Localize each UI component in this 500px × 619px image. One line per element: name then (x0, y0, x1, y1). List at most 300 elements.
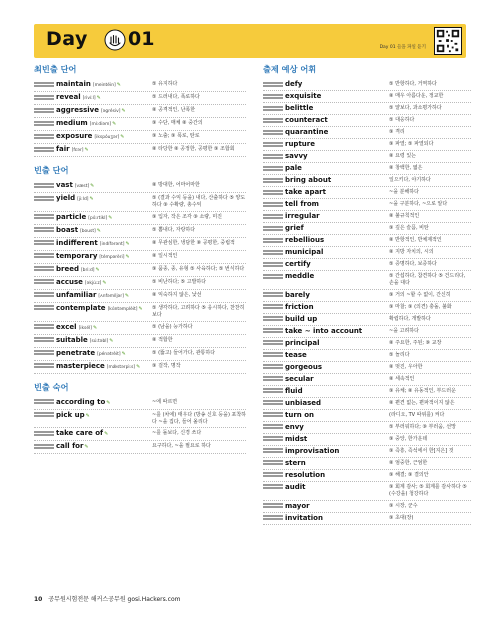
vocab-row (263, 350, 471, 362)
checkbox[interactable] (34, 444, 54, 446)
checkbox[interactable] (34, 98, 54, 100)
vocab-word (56, 181, 152, 191)
meaning-text: ~에 따르면 (152, 398, 178, 405)
check-boxes (263, 176, 285, 184)
vocab-row (263, 163, 471, 175)
vocab-word (56, 411, 152, 421)
checkbox[interactable] (34, 85, 54, 87)
word-text: tell from (285, 200, 319, 208)
check-boxes (263, 339, 285, 347)
checkbox[interactable] (34, 269, 54, 271)
word-text: municipal (285, 248, 324, 256)
leaf-icon: ✎ (84, 147, 89, 153)
word-text: according to (56, 397, 106, 406)
check-boxes (263, 399, 285, 407)
check-boxes (263, 447, 285, 455)
vocab-word (285, 399, 389, 408)
checkbox[interactable] (34, 412, 54, 414)
checkbox[interactable] (263, 178, 283, 180)
vocab-row (263, 271, 471, 290)
meaning-text: ⑧ 창백한, 엷은 (389, 165, 423, 171)
checkbox[interactable] (263, 190, 283, 192)
vocab-word (285, 339, 389, 348)
word-text: stern (285, 458, 306, 467)
checkbox[interactable] (263, 265, 283, 267)
check-boxes (263, 92, 285, 100)
checkbox[interactable] (263, 181, 283, 183)
vocab-word (285, 363, 389, 372)
vocab-word (56, 336, 152, 346)
checkbox[interactable] (263, 367, 283, 369)
vocab-row (263, 139, 471, 151)
checkbox[interactable] (34, 111, 54, 113)
vocab-row (263, 513, 471, 525)
checkbox[interactable] (263, 487, 283, 489)
word-text: build up (285, 314, 318, 323)
check-boxes (263, 514, 285, 522)
vocab-row (34, 131, 246, 144)
meaning-text: ⑨ 노출; ⑨ 폭로, 탄로 (152, 133, 200, 139)
check-boxes (263, 236, 285, 244)
checkbox[interactable] (34, 415, 54, 417)
vocab-word (56, 349, 152, 359)
checkbox[interactable] (34, 366, 54, 368)
meaning-text: ⑨ 격리 (389, 129, 405, 135)
checkbox[interactable] (34, 337, 54, 339)
meaning-text: ⑨ 유체; ⑧ 유동적인, 부드러운 (389, 387, 456, 394)
word-text: audit (285, 482, 306, 491)
leaf-icon: ✎ (124, 292, 130, 299)
checkbox[interactable] (263, 262, 283, 264)
checkbox[interactable] (263, 415, 283, 417)
vocab-row (34, 79, 246, 92)
word-text: indifferent (56, 238, 98, 247)
checkbox[interactable] (263, 109, 283, 111)
checkbox[interactable] (263, 157, 283, 159)
vocab-row (34, 277, 246, 290)
checkbox[interactable] (34, 240, 54, 242)
vocab-word (285, 435, 389, 444)
meaning-text: ⑨ 초대(장) (389, 514, 414, 521)
meaning-text: ⑧ 멋진, 우아한 (389, 363, 423, 370)
vocab-word (56, 194, 152, 204)
checkbox[interactable] (263, 253, 283, 255)
checkbox[interactable] (263, 169, 283, 171)
checkbox[interactable] (34, 230, 54, 232)
leaf-icon: ✎ (92, 324, 98, 331)
vocab-row (263, 326, 471, 338)
checkbox[interactable] (263, 388, 283, 390)
pronunciation: [fɛər] (71, 148, 84, 153)
checkbox[interactable] (263, 130, 283, 132)
word-text: suitable (56, 335, 88, 344)
checkbox[interactable] (34, 227, 54, 229)
checkbox[interactable] (263, 515, 283, 517)
checkbox[interactable] (263, 292, 283, 294)
check-boxes (263, 152, 285, 160)
check-boxes (263, 116, 285, 124)
vocab-word (56, 278, 152, 288)
vocab-row (263, 290, 471, 302)
checkbox[interactable] (263, 460, 283, 462)
checkbox[interactable] (34, 134, 54, 136)
check-boxes (263, 471, 285, 479)
checkbox[interactable] (263, 133, 283, 135)
checkbox[interactable] (34, 305, 54, 307)
vocab-row (34, 105, 246, 118)
check-boxes (263, 459, 285, 467)
check-boxes (34, 442, 56, 450)
check-boxes (263, 502, 285, 510)
checkbox[interactable] (263, 121, 283, 123)
pronunciation: [súːtəbl] (89, 338, 109, 344)
checkbox[interactable] (263, 436, 283, 438)
checkbox[interactable] (34, 137, 54, 139)
vocab-word (285, 411, 389, 420)
checkbox[interactable] (34, 124, 54, 126)
checkbox[interactable] (263, 391, 283, 393)
checkbox[interactable] (263, 439, 283, 441)
meaning-text: (라디오, TV 따위를) 켜다 (389, 411, 445, 418)
vocab-row (263, 338, 471, 350)
check-boxes (34, 213, 56, 221)
checkbox[interactable] (263, 518, 283, 520)
checkbox[interactable] (263, 403, 283, 405)
checkbox[interactable] (263, 97, 283, 99)
checkbox[interactable] (34, 434, 54, 436)
checkbox[interactable] (263, 217, 283, 219)
vocab-word (56, 93, 152, 103)
leaf-icon: ✎ (90, 183, 95, 189)
word-text: envy (285, 422, 304, 431)
vocab-word (285, 315, 389, 324)
checkbox[interactable] (263, 118, 283, 120)
word-text: midst (285, 434, 308, 443)
word-text: certify (285, 260, 311, 268)
vocab-row (34, 193, 246, 212)
vocab-word (56, 145, 152, 155)
vocab-row (263, 302, 471, 314)
checkbox[interactable] (34, 199, 54, 201)
vocab-row (34, 251, 246, 264)
checkbox[interactable] (263, 82, 283, 84)
meaning-text: ⑧ 익숙하지 않은, 낯선 (152, 291, 202, 298)
vocab-row (263, 386, 471, 398)
meaning-text: ⑤ (결과 수익 등을) 내다, 산출하다 ⑤ 양도하다 ⑨ 수확량, 총수익 (152, 195, 246, 209)
check-boxes (34, 226, 56, 234)
meaning-text: ~을 고려하다 (389, 327, 419, 334)
checkbox[interactable] (34, 82, 54, 84)
checkbox[interactable] (263, 506, 283, 508)
checkbox[interactable] (34, 353, 54, 355)
word-text: grief (285, 224, 304, 232)
word-text: rupture (285, 140, 315, 148)
checkbox[interactable] (34, 217, 54, 219)
checkbox[interactable] (263, 238, 283, 240)
checkbox[interactable] (263, 145, 283, 147)
check-boxes (263, 291, 285, 299)
audio-file-link[interactable]: Day 01 들을 파일 듣기 (379, 45, 426, 50)
word-text: maintain (56, 80, 91, 88)
meaning-text: ⑨ 파열; ⑤ 파열되다 (389, 141, 434, 147)
vocab-row (263, 422, 471, 434)
meaning-text: ~을 분해하다 (389, 189, 419, 195)
checkbox[interactable] (34, 402, 54, 404)
check-boxes (263, 272, 285, 280)
pronunciation: [témpərèri] (99, 254, 125, 260)
vocab-word (56, 80, 152, 90)
word-text: savvy (285, 152, 308, 160)
check-boxes (34, 106, 56, 114)
checkbox[interactable] (263, 106, 283, 108)
checkbox[interactable] (263, 427, 283, 429)
check-boxes (263, 80, 285, 88)
leaf-icon: ✎ (96, 95, 101, 101)
checkbox[interactable] (263, 316, 283, 318)
vocab-word (56, 119, 152, 129)
vocab-row (263, 211, 471, 223)
check-boxes (263, 303, 285, 311)
check-boxes (34, 119, 56, 127)
checkbox[interactable] (263, 463, 283, 465)
checkbox[interactable] (263, 400, 283, 402)
checkbox[interactable] (34, 292, 54, 294)
checkbox[interactable] (34, 243, 54, 245)
vocab-row (263, 259, 471, 271)
checkbox[interactable] (34, 121, 54, 123)
checkbox[interactable] (34, 95, 54, 97)
vocab-word (285, 423, 389, 432)
pronunciation: [pénətrèit] (97, 351, 121, 357)
pronunciation: [boust] (80, 228, 96, 234)
word-text: vast (56, 181, 73, 189)
word-text: secular (285, 374, 314, 383)
vocab-word (285, 248, 389, 257)
leaf-icon: ✎ (96, 227, 101, 234)
meaning-text: ⑨ 걸작, 명작 (152, 362, 181, 369)
vocab-word (56, 291, 152, 301)
meaning-text: ⑨ 중앙, 한가운데 (389, 435, 428, 442)
checkbox[interactable] (34, 282, 54, 284)
meaning-text: ⑤ (뚫고) 들어가다, 관통하다 (152, 349, 216, 356)
meaning-text: ⑤ 놀리다 (389, 351, 410, 358)
checkbox[interactable] (263, 274, 283, 276)
pronunciation: [əkjúːz] (84, 280, 102, 286)
checkbox[interactable] (34, 150, 54, 152)
leaf-icon: ✎ (95, 266, 100, 273)
word-text: take apart (285, 188, 326, 196)
checkbox[interactable] (263, 319, 283, 321)
check-boxes (34, 80, 56, 88)
pronunciation: [mǽstərpìːs] (106, 364, 136, 370)
meaning-text: ⑨ 품종, 종, 유형 ⑤ 사육하다; ⑤ 번식하다 (152, 265, 245, 272)
word-text: pale (285, 164, 302, 172)
checkbox[interactable] (263, 142, 283, 144)
leaf-icon: ✎ (102, 279, 107, 286)
checkbox[interactable] (34, 308, 54, 310)
checkbox[interactable] (263, 277, 283, 279)
leaf-icon: ✎ (116, 82, 121, 88)
checkbox[interactable] (263, 475, 283, 477)
checkbox[interactable] (263, 214, 283, 216)
checkbox[interactable] (263, 472, 283, 474)
vocab-word (285, 387, 389, 396)
word-text: particle (56, 212, 87, 221)
vocab-row (34, 397, 246, 410)
checkbox[interactable] (263, 364, 283, 366)
vocab-word (56, 429, 152, 439)
checkbox[interactable] (34, 186, 54, 188)
meaning-text: ⑧ 적합한 (152, 336, 173, 343)
checkbox[interactable] (263, 424, 283, 426)
vocab-word (285, 140, 389, 149)
checkbox[interactable] (263, 355, 283, 357)
leaf-icon: ✎ (104, 431, 109, 438)
check-boxes (263, 248, 285, 256)
checkbox[interactable] (34, 147, 54, 149)
checkbox[interactable] (263, 448, 283, 450)
word-text: excel (56, 322, 77, 331)
vocab-word (285, 351, 389, 360)
checkbox[interactable] (263, 94, 283, 96)
check-boxes (263, 351, 285, 359)
check-boxes (34, 194, 56, 202)
check-boxes (263, 435, 285, 443)
checkbox[interactable] (34, 350, 54, 352)
checkbox[interactable] (34, 399, 54, 401)
section-title: 최빈출 단어 (34, 64, 77, 74)
checkbox[interactable] (263, 154, 283, 156)
checkbox[interactable] (263, 328, 283, 330)
vocab-row (34, 180, 246, 193)
meaning-text: ⑤ 유지하다 (152, 81, 178, 87)
check-boxes (34, 93, 56, 101)
checkbox[interactable] (263, 307, 283, 309)
checkbox[interactable] (263, 352, 283, 354)
vocab-row (263, 175, 471, 187)
meaning-text: ⑤ 간섭하다, 참견하다 ⑤ 건드리다, 손을 대다 (389, 273, 466, 287)
vocab-row (34, 290, 246, 303)
check-boxes (34, 145, 56, 153)
checkbox[interactable] (34, 196, 54, 198)
vocab-word (285, 200, 389, 209)
checkbox[interactable] (263, 376, 283, 378)
check-boxes (263, 363, 285, 371)
check-boxes (34, 323, 56, 331)
checkbox[interactable] (34, 295, 54, 297)
page-footer (34, 594, 180, 603)
meaning-text: ⑨ 마찰; ⑨ (의견) 충돌, 불화 (389, 303, 452, 310)
word-text: rebellious (285, 236, 325, 244)
checkbox[interactable] (263, 343, 283, 345)
checkbox[interactable] (263, 166, 283, 168)
checkbox[interactable] (34, 256, 54, 258)
vocab-word (285, 375, 389, 384)
checkbox[interactable] (34, 431, 54, 433)
checkbox[interactable] (34, 253, 54, 255)
checkbox[interactable] (34, 324, 54, 326)
day-number: 01 (128, 28, 155, 50)
pronunciation: [ʌnfəmíljər] (98, 293, 124, 299)
checkbox[interactable] (263, 331, 283, 333)
meaning-text: ⑧ 세속적인 (389, 375, 415, 382)
check-boxes (34, 181, 56, 189)
check-boxes (34, 278, 56, 286)
check-boxes (34, 252, 56, 260)
pronunciation: [əgrésiv] (101, 109, 121, 114)
vocab-word (56, 304, 152, 314)
vocab-word (285, 483, 389, 492)
checkbox[interactable] (263, 379, 283, 381)
meaning-text: 확립하다, 개발하다 (389, 315, 431, 322)
leaf-icon: ✎ (112, 121, 117, 127)
checkbox[interactable] (34, 363, 54, 365)
vocab-row (263, 446, 471, 458)
checkbox[interactable] (34, 279, 54, 281)
word-text: quarantine (285, 128, 329, 136)
qr-code-icon[interactable] (434, 27, 462, 55)
vocab-row (263, 362, 471, 374)
checkbox[interactable] (34, 327, 54, 329)
check-boxes (34, 349, 56, 357)
checkbox[interactable] (263, 484, 283, 486)
checkbox[interactable] (263, 451, 283, 453)
checkbox[interactable] (34, 183, 54, 185)
vocab-word (56, 252, 152, 262)
vocab-row (263, 247, 471, 259)
day-banner (34, 24, 466, 58)
leaf-icon: ✎ (125, 240, 130, 247)
checkbox[interactable] (263, 304, 283, 306)
checkbox[interactable] (263, 295, 283, 297)
meaning-text: ⑨ 시장, 군수 (389, 502, 418, 509)
checkbox[interactable] (263, 226, 283, 228)
checkbox[interactable] (263, 205, 283, 207)
word-text: gorgeous (285, 362, 322, 371)
checkbox[interactable] (263, 193, 283, 195)
pronunciation: [rivíːl] (82, 96, 96, 101)
checkbox[interactable] (34, 266, 54, 268)
vocab-row (263, 151, 471, 163)
checkbox[interactable] (263, 412, 283, 414)
checkbox[interactable] (263, 229, 283, 231)
vocab-row (34, 428, 246, 441)
check-boxes (263, 387, 285, 395)
vocab-word (285, 327, 389, 336)
checkbox[interactable] (263, 340, 283, 342)
checkbox[interactable] (34, 340, 54, 342)
meaning-text: ⑧ 타당한 ⑧ 공정한, 공평한 ⑨ 조합회 (152, 146, 235, 152)
section-title: 빈출 숙어 (34, 381, 69, 392)
checkbox[interactable] (263, 202, 283, 204)
vocab-row (34, 303, 246, 322)
checkbox[interactable] (263, 250, 283, 252)
checkbox[interactable] (263, 85, 283, 87)
meaning-text: ⑤ (남을) 능가하다 (152, 323, 193, 330)
checkbox[interactable] (263, 503, 283, 505)
vocab-word (56, 442, 152, 452)
meaning-text: ⑧ 일시적인 (152, 252, 178, 259)
vocab-row (263, 470, 471, 482)
checkbox[interactable] (34, 214, 54, 216)
meaning-text: ⑧ 공격적인, 난폭한 (152, 107, 196, 113)
vocab-word (285, 128, 389, 137)
checkbox[interactable] (34, 447, 54, 449)
checkbox[interactable] (34, 108, 54, 110)
word-text: invitation (285, 513, 323, 522)
meaning-text: 요구하다, ~을 필요로 하다 (152, 443, 211, 450)
checkbox[interactable] (263, 241, 283, 243)
